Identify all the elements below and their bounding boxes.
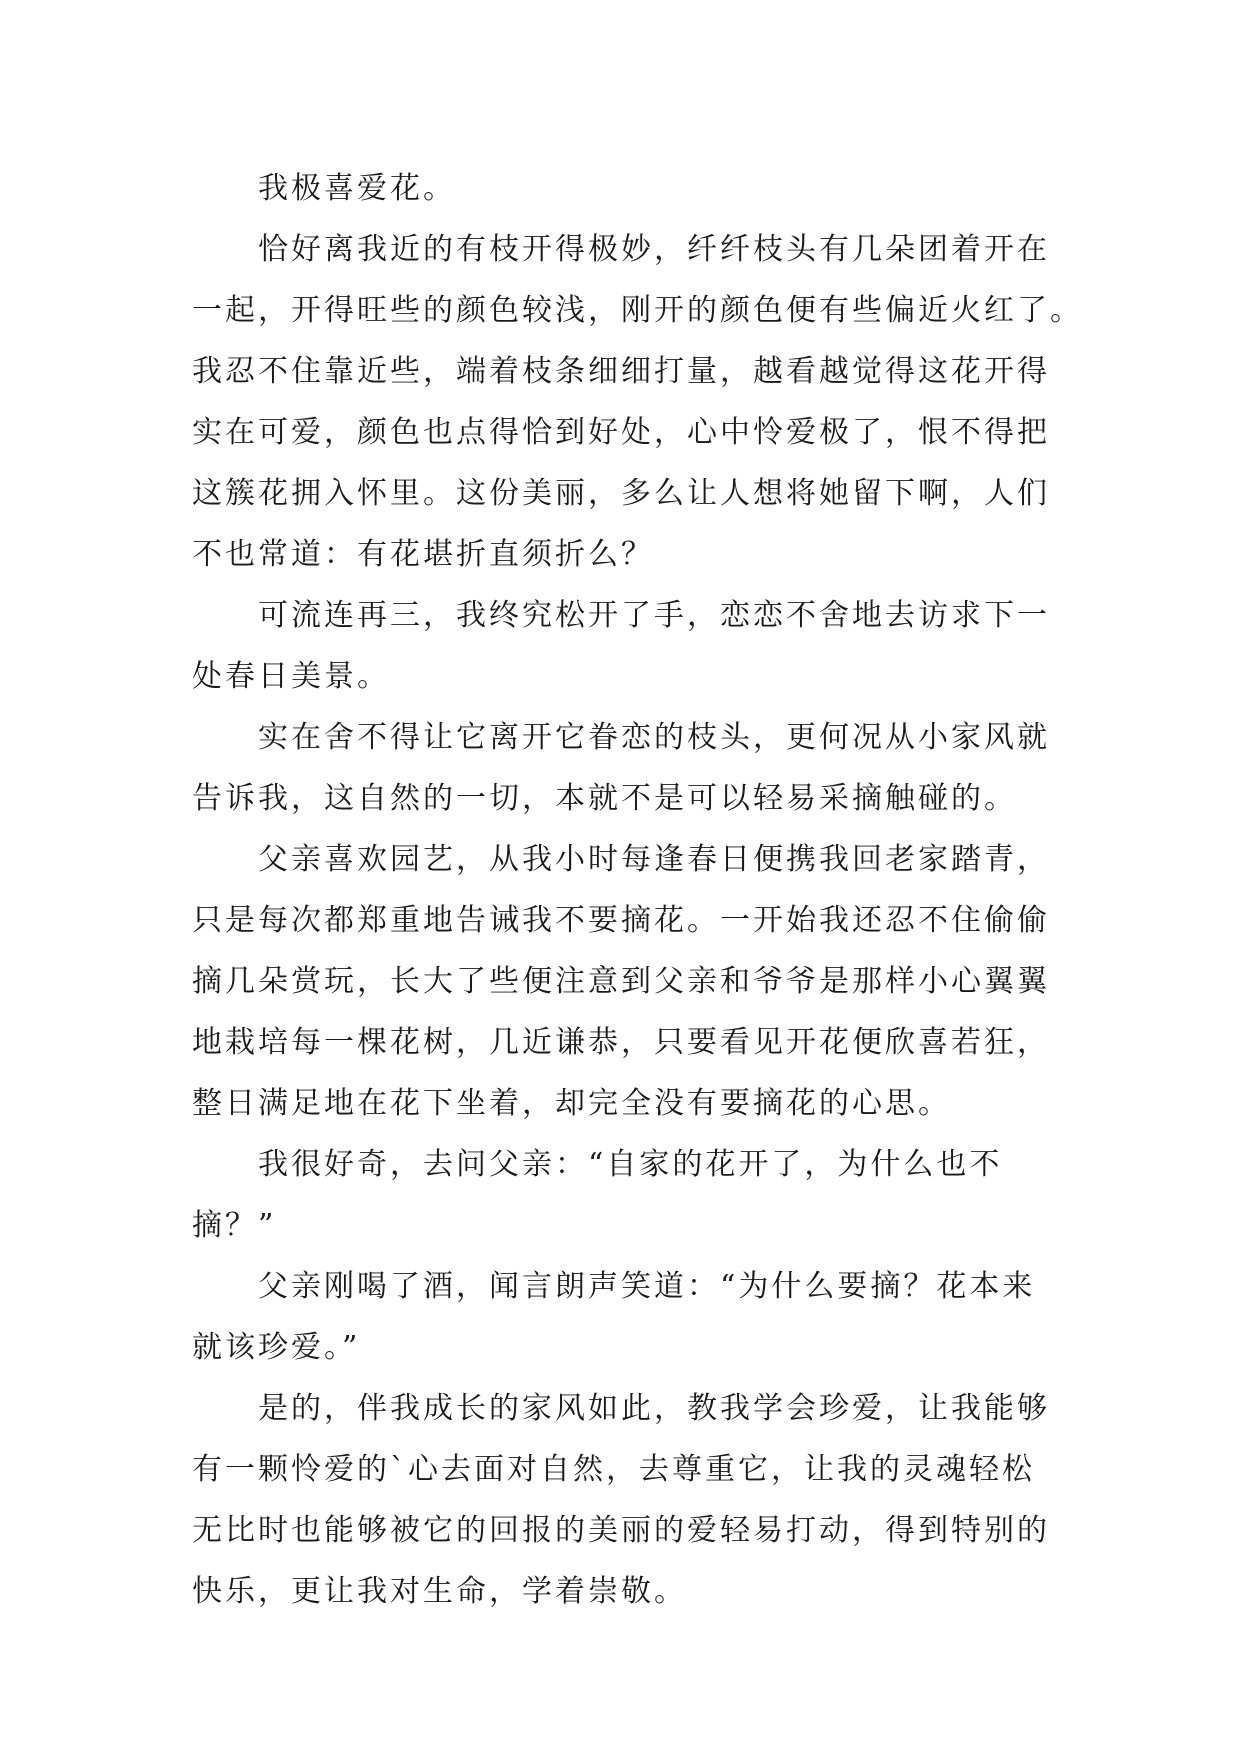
text-line: 这簇花拥入怀里。这份美丽，多么让人想将她留下啊，人们 (192, 476, 1050, 511)
text-line: 摘几朵赏玩，长大了些便注意到父亲和爷爷是那样小心翼翼 (192, 964, 1050, 999)
text-line: 整日满足地在花下坐着，却完全没有要摘花的心思。 (192, 1086, 951, 1121)
text-line: 告诉我，这自然的一切，本就不是可以轻易采摘触碰的。 (192, 781, 1017, 816)
paragraph-8 (192, 1378, 1052, 1622)
paragraph-4 (192, 707, 1052, 829)
text-line: 父亲喜欢园艺，从我小时每逢春日便携我回老家踏青， (258, 842, 1050, 877)
text-line: 一起，开得旺些的颜色较浅，刚开的颜色便有些偏近火红了。 (192, 293, 1083, 328)
text-line: 实在可爱，颜色也点得恰到好处，心中怜爱极了，恨不得把 (192, 415, 1050, 450)
text-line: 是的，伴我成长的家风如此，教我学会珍爱，让我能够 (258, 1391, 1050, 1426)
text-line: 摘？” (192, 1208, 277, 1243)
text-line: 我极喜爱花。 (258, 171, 456, 206)
text-line: 我很好奇，去问父亲：“自家的花开了，为什么也不 (258, 1147, 1003, 1182)
text-line: 不也常道：有花堪折直须折么？ (192, 537, 654, 572)
paragraph-7 (192, 1256, 1052, 1378)
text-line: 可流连再三，我终究松开了手，恋恋不舍地去访求下一 (258, 598, 1050, 633)
paragraph-2 (192, 219, 1083, 585)
text-line: 有一颗怜爱的`心去面对自然，去尊重它，让我的灵魂轻松 (192, 1452, 1035, 1487)
text-line: 无比时也能够被它的回报的美丽的爱轻易打动，得到特别的 (192, 1513, 1050, 1548)
text-line: 我忍不住靠近些，端着枝条细细打量，越看越觉得这花开得 (192, 354, 1050, 389)
text-line: 实在舍不得让它离开它眷恋的枝头，更何况从小家风就 (258, 720, 1050, 755)
text-line: 只是每次都郑重地告诫我不要摘花。一开始我还忍不住偷偷 (192, 903, 1050, 938)
paragraph-5 (192, 829, 1052, 1134)
document-body (192, 158, 1083, 1622)
text-line: 快乐，更让我对生命，学着崇敬。 (192, 1574, 687, 1609)
text-line: 恰好离我近的有枝开得极妙，纤纤枝头有几朵团着开在 (258, 232, 1050, 267)
text-line: 处春日美景。 (192, 659, 390, 694)
paragraph-1 (192, 158, 1052, 219)
text-line: 父亲刚喝了酒，闻言朗声笑道：“为什么要摘？花本来 (258, 1269, 1036, 1304)
text-line: 就该珍爱。” (192, 1330, 361, 1365)
paragraph-6 (192, 1134, 1052, 1256)
text-line: 地栽培每一棵花树，几近谦恭，只要看见开花便欣喜若狂， (192, 1025, 1050, 1060)
paragraph-3 (192, 585, 1052, 707)
